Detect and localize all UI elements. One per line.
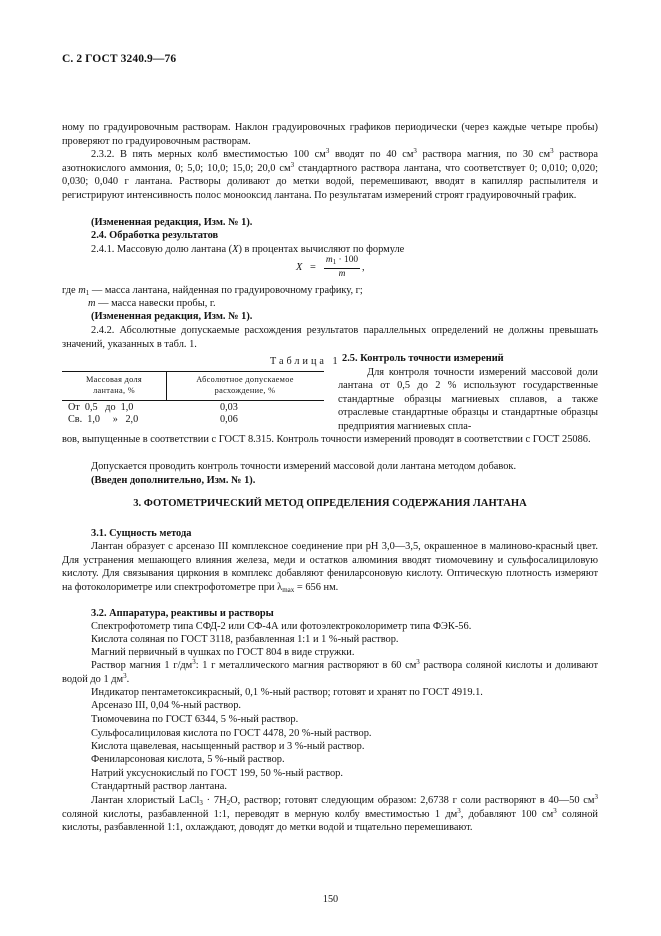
table-cell-range-2: Св. 1,0 » 2,0 (68, 414, 139, 425)
table-cell-value-2: 0,06 (220, 414, 238, 425)
paragraph-continuation: ному по градуировочным растворам. Наклон градуировочных графиков периодически (через каждые четыре пробы) проверяют по градуировочным растворам. (62, 122, 598, 147)
list-item-sodium-acetate: Натрий уксуснокислый по ГОСТ 199, 50 %-ный раствор. (91, 768, 343, 779)
heading-3-2: 3.2. Аппаратура, реактивы и растворы (91, 608, 274, 619)
heading-2-5: 2.5. Контроль точности измерений (342, 353, 504, 364)
list-item-oxalic-acid: Кислота щавелевая, насыщенный раствор и 3 %-ный раствор. (91, 741, 365, 752)
table-header-fraction: Массовая доля лантана, % (85, 375, 143, 395)
list-item-magnesium-solution: Раствор магния 1 $г/дм^3$: 1 г металлического магния растворяют в 60 $см^3$ раствора соляной кислоты и доливают водой до 1 $дм^3$. (62, 658, 598, 685)
list-item-sulfosalicylic-acid: Сульфосалициловая кислота по ГОСТ 4478, 20 %-ный раствор. (91, 728, 372, 739)
section-3-title: 3. ФОТОМЕТРИЧЕСКИЙ МЕТОД ОПРЕДЕЛЕНИЯ СОДЕРЖАНИЯ ЛАНТАНА (133, 498, 527, 509)
formula-numerator: $m_1 \cdot 100$ (325, 255, 359, 266)
paragraph-2-4-2: 2.4.2. Абсолютные допускаемые расхождения результатов параллельных определений не должны превышать значений, указанных в табл. 1. (62, 325, 598, 350)
edit-note-3: (Введен дополнительно, Изм. № 1). (91, 475, 256, 486)
list-item-standard-solution: Стандартный раствор лантана. (91, 781, 228, 792)
formula-lhs: X (296, 262, 303, 273)
running-header: С. 2 ГОСТ 3240.9—76 (62, 53, 177, 65)
formula-comma: , (362, 262, 365, 273)
paragraph-additions: Допускается проводить контроль точности измерений массовой доли лантана методом добавок. (91, 461, 517, 472)
paragraph-3-1: Лантан образует с арсеназо III комплексное соединение при pH 3,0—3,5, окрашенное в малиново-красный цвет. Для устранения мешающего влияния железа, меди и остатков алюминия вводят тиомочевину и сульфосалициловую кислоту. Для связывания циркония в комплекс добавляют фениларсоновую кислоту. Оптическую плотность измеряют на фотоколориметре или спектрофотометре при $\lambda_{max} = 656$ нм. (62, 541, 598, 594)
paragraph-2-4-1: 2.4.1. Массовую долю лантана (X) в процентах вычисляют по формуле (91, 244, 405, 255)
list-item-thiourea: Тиомочевина по ГОСТ 6344, 5 %-ный раствор. (91, 714, 299, 725)
list-item-phenylarsonic-acid: Фениларсоновая кислота, 5 %-ный раствор. (91, 754, 285, 765)
list-item-magnesium: Магний первичный в чушках по ГОСТ 804 в виде стружки. (91, 647, 355, 658)
list-item-arsenazo: Арсеназо III, 0,04 %-ный раствор. (91, 700, 242, 711)
heading-3-1: 3.1. Сущность метода (91, 528, 192, 539)
table-caption: Таблица 1 (270, 356, 341, 367)
table-header-tolerance: Абсолютное допускаемое расхождение, % (196, 375, 294, 395)
list-item-indicator: Индикатор пентаметоксикрасный, 0,1 %-ный раствор; готовят и хранят по ГОСТ 4919.1. (91, 687, 483, 698)
where-m: m — масса навески пробы, г. (88, 298, 216, 309)
edit-note-2: (Измененная редакция, Изм. № 1). (91, 311, 253, 322)
table-top-rule (62, 371, 324, 372)
list-item-hydrochloric-acid: Кислота соляная по ГОСТ 3118, разбавленная 1:1 и 1 %-ный раствор. (91, 634, 399, 645)
table-header-rule (62, 400, 324, 401)
page-number: 150 (322, 894, 339, 905)
formula-lanthanum-fraction (296, 255, 416, 283)
paragraph-2-3-2: 2.3.2. В пять мерных колб вместимостью 100 $см^3$ вводят по 40 $см^3$ раствора магния, по 30 $см^3$ раствора азотнокислого аммония, 0; 5,0; 10,0; 15,0; 20,0 $см^3$ стандартного раствора лантана, что соответствует 0; 0,010; 0,020; 0,030; 0,040 г лантана. Растворы доливают до метки водой, перемешивают, вводят в капилляр распылителя и регистрируют интенсивность полос монооксид лантана. По результатам измерений строят градуировочный график. (62, 147, 598, 201)
paragraph-lanthanum-chloride: Лантан хлористый LaCl$_3$ · $7H_2O$, раствор; готовят следующим образом: 2,6738 г соли растворяют в 40—50 $см^3$ соляной кислоты, разбавленной 1:1, переводят в мерную колбу вместимостью 1 $дм^3$, добавляют 100 $см^3$ соляной кислоты, разбавленной 1:1, охлаждают, доводят до метки водой и тщательно перемешивают. (62, 793, 598, 833)
formula-denominator: m (338, 269, 346, 279)
paragraph-2-5-column (338, 352, 598, 433)
formula-equals: = (310, 262, 316, 273)
heading-2-4: 2.4. Обработка результатов (91, 230, 219, 241)
paragraph-2-5-continued: вов, выпущенные в соответствии с ГОСТ 8.315. Контроль точности измерений проводят в соответствии с ГОСТ 25086. (62, 434, 591, 445)
table-cell-value-1: 0,03 (220, 402, 238, 413)
list-item-spectrophotometer: Спектрофотометр типа СФД-2 или СФ-4А или фотоэлектроколориметр типа ФЭК-56. (91, 621, 472, 632)
table-cell-range-1: От 0,5 до 1,0 (68, 402, 134, 413)
paragraph-2-5-right: Для контроля точности измерений массовой доли лантана от 0,5 до 2 % используют государственные стандартные образцы магниевых сплавов, а также отраслевые стандартные образцы и стандартные образцы предприятия магниевых спла- (338, 366, 598, 432)
edit-note-1: (Измененная редакция, Изм. № 1). (91, 217, 253, 228)
where-m1: где $m_1$ — масса лантана, найденная по градуировочному графику, г; (62, 285, 363, 297)
